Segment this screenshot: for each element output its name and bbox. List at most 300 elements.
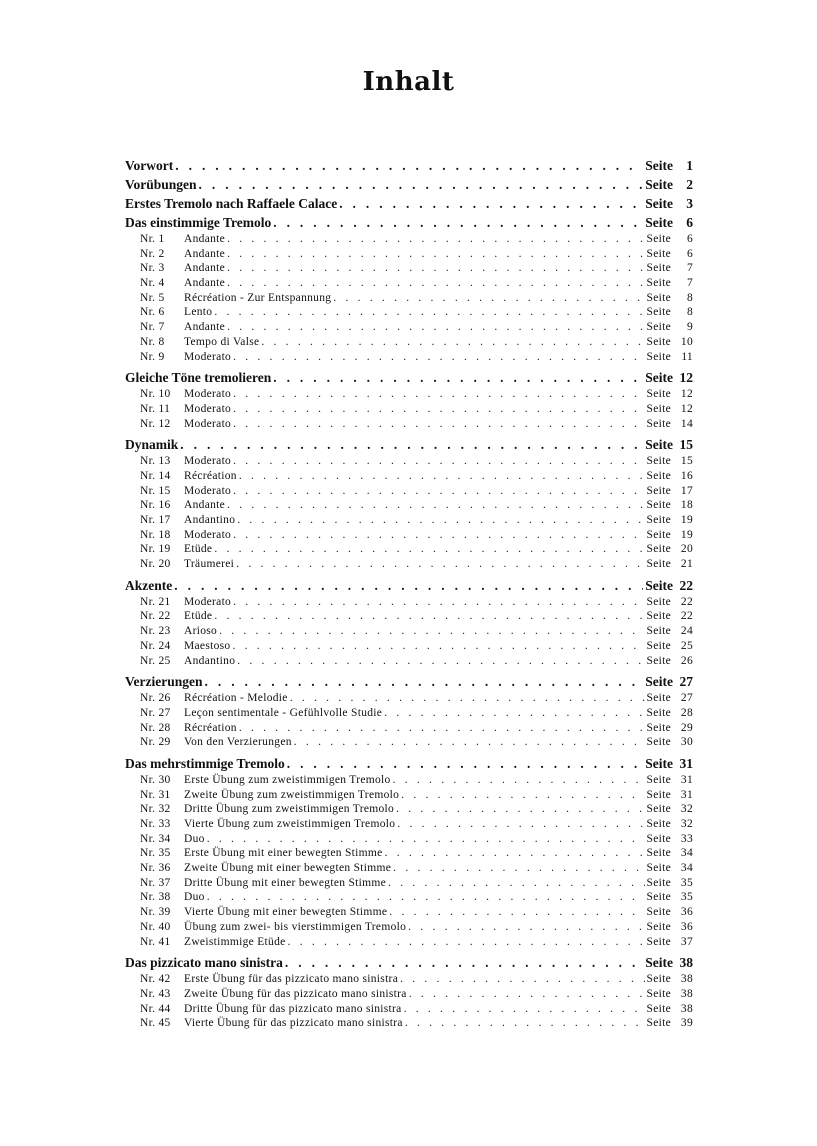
page-number: 12 (680, 402, 693, 415)
page-number: 22 (680, 595, 693, 608)
entry-title: Récréation - Zur Entspannung (184, 291, 332, 304)
toc-entry[interactable] (125, 557, 693, 572)
dot-leader (232, 639, 644, 654)
toc-entry[interactable] (125, 484, 693, 499)
entry-number: Nr. 18 (140, 528, 171, 541)
toc-entry[interactable] (125, 1002, 693, 1017)
entry-number: Nr. 4 (140, 277, 165, 290)
section-title: Verzierungen (125, 674, 203, 690)
entry-number: Nr. 34 (140, 832, 171, 845)
entry-number: Nr. 22 (140, 610, 171, 623)
dot-leader (404, 1002, 645, 1017)
toc-entry[interactable] (125, 335, 693, 350)
seite-label: Seite (646, 262, 671, 275)
seite-label: Seite (646, 233, 671, 245)
entry-title: Andante (184, 233, 226, 245)
entry-title: Moderato (184, 595, 232, 608)
page-number: 34 (680, 847, 693, 860)
seite-label: Seite (646, 920, 671, 933)
entry-number: Nr. 43 (140, 987, 171, 1000)
page-number: 8 (686, 306, 693, 319)
entry-number: Nr. 21 (140, 595, 171, 608)
dot-leader (261, 335, 644, 350)
page-number: 10 (680, 335, 693, 348)
section-title: Das mehrstimmige Tremolo (125, 755, 285, 771)
dot-leader (233, 387, 644, 402)
section-title: Das pizzicato mano sinistra (125, 955, 283, 971)
toc-entry[interactable] (125, 817, 693, 832)
entry-title: Récréation (184, 721, 237, 734)
entry-number: Nr. 12 (140, 417, 171, 430)
dot-leader (233, 595, 644, 610)
toc-entry[interactable] (125, 639, 693, 654)
seite-label: Seite (646, 625, 671, 638)
entry-number: Nr. 30 (140, 773, 171, 786)
dot-leader (393, 773, 645, 788)
section-title: Vorwort (125, 158, 174, 173)
entry-number: Nr. 27 (140, 706, 171, 719)
seite-label: Seite (645, 158, 673, 173)
toc-entry[interactable] (125, 832, 693, 847)
page-number: 29 (680, 721, 693, 734)
dot-leader (400, 972, 644, 987)
seite-label: Seite (646, 788, 671, 801)
entry-number: Nr. 35 (140, 847, 171, 860)
seite-label: Seite (645, 437, 673, 453)
entry-title: Andante (184, 321, 226, 334)
seite-label: Seite (646, 528, 671, 541)
page-number: 19 (680, 514, 693, 526)
page-number: 19 (680, 528, 693, 541)
seite-label: Seite (646, 832, 671, 845)
dot-leader (214, 609, 644, 624)
entry-title: Moderato (184, 484, 232, 497)
entry-number: Nr. 40 (140, 920, 171, 933)
toc-entry[interactable] (125, 846, 693, 861)
dot-leader (227, 247, 644, 262)
page-number: 31 (679, 755, 693, 771)
page-number: 35 (680, 876, 693, 889)
table-of-contents (125, 156, 693, 1031)
entry-number: Nr. 28 (140, 721, 171, 734)
dot-leader (339, 194, 643, 213)
dot-leader (214, 305, 644, 320)
entry-number: Nr. 17 (140, 514, 171, 526)
entry-number: Nr. 8 (140, 335, 165, 348)
entry-number: Nr. 39 (140, 906, 171, 919)
entry-title: Dritte Übung mit einer bewegten Stimme (184, 876, 387, 889)
toc-entry[interactable] (125, 935, 693, 950)
dot-leader (236, 557, 644, 572)
dot-leader (388, 876, 644, 891)
entry-number: Nr. 26 (140, 692, 171, 705)
seite-label: Seite (646, 706, 671, 719)
toc-entry[interactable] (125, 861, 693, 876)
toc-entry[interactable] (125, 247, 693, 262)
seite-label: Seite (646, 721, 671, 734)
entry-number: Nr. 6 (140, 306, 165, 319)
page-number: 35 (680, 891, 693, 904)
entry-number: Nr. 16 (140, 499, 171, 512)
dot-leader (389, 905, 644, 920)
entry-number: Nr. 19 (140, 543, 171, 556)
toc-entry[interactable] (125, 609, 693, 624)
entry-number: Nr. 5 (140, 291, 165, 304)
page-number: 16 (680, 469, 693, 482)
seite-label: Seite (645, 215, 673, 230)
page-number: 31 (680, 773, 693, 786)
dot-leader (237, 513, 644, 528)
page-number: 11 (681, 350, 693, 363)
dot-leader (233, 402, 644, 417)
page-number: 38 (679, 955, 693, 971)
entry-number: Nr. 23 (140, 625, 171, 638)
entry-title: Erste Übung für das pizzicato mano sinistra (184, 973, 399, 986)
seite-label: Seite (646, 1002, 671, 1015)
seite-label: Seite (646, 987, 671, 1000)
dot-leader (205, 672, 644, 691)
entry-title: Zweistimmige Etüde (184, 935, 286, 948)
page-number: 6 (686, 233, 693, 245)
entry-title: Träumerei (184, 558, 235, 571)
dot-leader (175, 156, 643, 175)
dot-leader (290, 691, 645, 706)
toc-section[interactable] (125, 754, 693, 773)
seite-label: Seite (646, 973, 671, 986)
entry-number: Nr. 25 (140, 654, 171, 667)
page-number: 38 (680, 973, 693, 986)
dot-leader (273, 213, 643, 232)
toc-entry[interactable] (125, 350, 693, 365)
dot-leader (409, 987, 645, 1002)
toc-entry[interactable] (125, 735, 693, 750)
dot-leader (285, 953, 643, 972)
toc-entry[interactable] (125, 498, 693, 513)
page-number: 6 (686, 215, 693, 230)
seite-label: Seite (646, 417, 671, 430)
entry-number: Nr. 45 (140, 1017, 171, 1030)
dot-leader (199, 175, 644, 194)
toc-section[interactable] (125, 156, 693, 175)
page-number: 31 (680, 788, 693, 801)
dot-leader (233, 350, 644, 365)
dot-leader (273, 368, 643, 387)
toc-entry[interactable] (125, 920, 693, 935)
entry-title: Dritte Übung zum zweistimmigen Tremolo (184, 803, 395, 816)
dot-leader (233, 454, 644, 469)
page-number: 38 (680, 987, 693, 1000)
entry-title: Andantino (184, 654, 236, 667)
seite-label: Seite (646, 484, 671, 497)
page-number: 18 (680, 499, 693, 512)
seite-label: Seite (646, 595, 671, 608)
section-title: Erstes Tremolo nach Raffaele Calace (125, 196, 338, 211)
page-number: 37 (680, 935, 693, 948)
seite-label: Seite (646, 499, 671, 512)
seite-label: Seite (646, 247, 671, 260)
toc-entry[interactable] (125, 706, 693, 721)
page-title: Inhalt (362, 67, 455, 98)
entry-title: Zweite Übung zum zweistimmigen Tremolo (184, 788, 400, 801)
entry-title: Arioso (184, 625, 218, 638)
entry-title: Moderato (184, 417, 232, 430)
dot-leader (227, 276, 644, 291)
entry-number: Nr. 7 (140, 321, 165, 334)
seite-label: Seite (646, 335, 671, 348)
entry-title: Maestoso (184, 639, 231, 652)
toc-entry[interactable] (125, 305, 693, 320)
page-number: 20 (680, 543, 693, 556)
entry-title: Moderato (184, 402, 232, 415)
seite-label: Seite (645, 370, 673, 386)
toc-entry[interactable] (125, 802, 693, 817)
toc-section[interactable] (125, 194, 693, 213)
dot-leader (385, 846, 645, 861)
entry-title: Andante (184, 247, 226, 260)
seite-label: Seite (646, 862, 671, 875)
entry-title: Duo (184, 891, 205, 904)
entry-title: Andante (184, 499, 226, 512)
entry-number: Nr. 42 (140, 973, 171, 986)
toc-section[interactable] (125, 175, 693, 194)
entry-title: Moderato (184, 388, 232, 401)
dot-leader (288, 935, 645, 950)
dot-leader (207, 890, 645, 905)
entry-number: Nr. 1 (140, 233, 165, 245)
entry-number: Nr. 15 (140, 484, 171, 497)
entry-number: Nr. 9 (140, 350, 165, 363)
toc-entry[interactable] (125, 513, 693, 528)
entry-title: Von den Verzierungen (184, 736, 292, 749)
toc-entry[interactable] (125, 417, 693, 432)
dot-leader (397, 817, 644, 832)
entry-number: Nr. 13 (140, 455, 171, 468)
dot-leader (227, 498, 644, 513)
toc-entry[interactable] (125, 595, 693, 610)
entry-title: Tempo di Valse (184, 335, 260, 348)
page-number: 24 (680, 625, 693, 638)
page-number: 12 (679, 370, 693, 386)
dot-leader (233, 484, 644, 499)
entry-number: Nr. 2 (140, 247, 165, 260)
page-number: 34 (680, 862, 693, 875)
entry-title: Zweite Übung mit einer bewegten Stimme (184, 862, 392, 875)
toc-entry[interactable] (125, 876, 693, 891)
entry-title: Erste Übung zum zweistimmigen Tremolo (184, 773, 391, 786)
toc-entry[interactable] (125, 788, 693, 803)
page-number: 27 (679, 674, 693, 690)
entry-number: Nr. 41 (140, 935, 171, 948)
page-number: 17 (680, 484, 693, 497)
entry-title: Andantino (184, 514, 236, 526)
entry-title: Zweite Übung für das pizzicato mano sinistra (184, 987, 407, 1000)
seite-label: Seite (645, 177, 673, 192)
seite-label: Seite (646, 818, 671, 830)
toc-entry[interactable] (125, 291, 693, 306)
dot-leader (180, 435, 643, 454)
page-number: 39 (680, 1017, 693, 1030)
dot-leader (405, 1016, 645, 1031)
dot-leader (174, 576, 643, 595)
section-title: Gleiche Töne tremolieren (125, 370, 272, 386)
entry-number: Nr. 38 (140, 891, 171, 904)
page-number: 36 (680, 920, 693, 933)
seite-label: Seite (646, 803, 671, 816)
page-number: 6 (686, 247, 693, 260)
entry-number: Nr. 29 (140, 736, 171, 749)
entry-number: Nr. 33 (140, 818, 171, 830)
page-number: 36 (680, 906, 693, 919)
entry-number: Nr. 3 (140, 262, 165, 275)
page-number: 7 (686, 262, 693, 275)
toc-entry[interactable] (125, 773, 693, 788)
toc-section[interactable] (125, 576, 693, 595)
page-number: 38 (680, 1002, 693, 1015)
toc-entry[interactable] (125, 261, 693, 276)
seite-label: Seite (646, 277, 671, 290)
entry-title: Erste Übung mit einer bewegten Stimme (184, 847, 383, 860)
seite-label: Seite (646, 321, 671, 334)
dot-leader (227, 261, 644, 276)
page-number: 22 (679, 577, 693, 593)
seite-label: Seite (646, 514, 671, 526)
toc-entry[interactable] (125, 890, 693, 905)
toc-entry[interactable] (125, 1016, 693, 1031)
toc-section[interactable] (125, 213, 693, 232)
dot-leader (384, 706, 644, 721)
page-number: 12 (680, 388, 693, 401)
seite-label: Seite (646, 906, 671, 919)
entry-number: Nr. 20 (140, 558, 171, 571)
toc-entry[interactable] (125, 691, 693, 706)
page-number: 28 (680, 706, 693, 719)
dot-leader (227, 320, 644, 335)
seite-label: Seite (645, 755, 673, 771)
toc-entry[interactable] (125, 402, 693, 417)
dot-leader (294, 735, 645, 750)
toc-section[interactable] (125, 672, 693, 691)
dot-leader (287, 754, 644, 773)
toc-entry[interactable] (125, 276, 693, 291)
section-title: Vorübungen (125, 177, 197, 192)
entry-title: Etüde (184, 610, 213, 623)
toc-entry[interactable] (125, 905, 693, 920)
seite-label: Seite (646, 469, 671, 482)
seite-label: Seite (646, 1017, 671, 1030)
dot-leader (207, 832, 645, 847)
seite-label: Seite (646, 610, 671, 623)
dot-leader (227, 232, 644, 247)
section-title: Dynamik (125, 437, 179, 453)
page-number: 14 (680, 417, 693, 430)
seite-label: Seite (645, 674, 673, 690)
entry-title: Duo (184, 832, 205, 845)
entry-title: Dritte Übung für das pizzicato mano sinistra (184, 1002, 402, 1015)
entry-title: Etüde (184, 543, 213, 556)
page-number: 9 (686, 321, 693, 334)
entry-number: Nr. 11 (140, 402, 171, 415)
entry-title: Récréation - Melodie (184, 692, 288, 705)
page-number: 30 (680, 736, 693, 749)
entry-number: Nr. 37 (140, 876, 171, 889)
entry-number: Nr. 10 (140, 388, 171, 401)
dot-leader (233, 417, 644, 432)
entry-number: Nr. 44 (140, 1002, 171, 1015)
entry-title: Moderato (184, 528, 232, 541)
dot-leader (408, 920, 644, 935)
entry-title: Récréation (184, 469, 237, 482)
seite-label: Seite (646, 388, 671, 401)
toc-section[interactable] (125, 368, 693, 387)
page-number: 7 (686, 277, 693, 290)
seite-label: Seite (646, 736, 671, 749)
page-number: 15 (679, 437, 693, 453)
entry-title: Übung zum zwei- bis vierstimmigen Tremolo (184, 920, 407, 933)
entry-number: Nr. 32 (140, 803, 171, 816)
seite-label: Seite (646, 654, 671, 667)
seite-label: Seite (645, 577, 673, 593)
seite-label: Seite (646, 543, 671, 556)
entry-title: Lento (184, 306, 213, 319)
dot-leader (237, 654, 644, 669)
toc-entry[interactable] (125, 387, 693, 402)
entry-title: Andante (184, 262, 226, 275)
seite-label: Seite (646, 306, 671, 319)
toc-entry[interactable] (125, 987, 693, 1002)
toc-entry[interactable] (125, 721, 693, 736)
entry-number: Nr. 14 (140, 469, 171, 482)
dot-leader (333, 291, 644, 306)
page-number: 21 (680, 558, 693, 571)
page-number: 3 (686, 196, 693, 211)
page-number: 22 (680, 610, 693, 623)
toc-entry[interactable] (125, 320, 693, 335)
toc-entry[interactable] (125, 469, 693, 484)
entry-title: Vierte Übung zum zweistimmigen Tremolo (184, 818, 396, 830)
toc-entry[interactable] (125, 624, 693, 639)
section-title: Akzente (125, 577, 173, 593)
section-title: Das einstimmige Tremolo (125, 215, 272, 230)
toc-entry[interactable] (125, 528, 693, 543)
toc-section[interactable] (125, 953, 693, 972)
toc-entry[interactable] (125, 972, 693, 987)
page-number: 8 (686, 291, 693, 304)
entry-title: Vierte Übung für das pizzicato mano sinistra (184, 1017, 403, 1030)
entry-number: Nr. 36 (140, 862, 171, 875)
dot-leader (214, 542, 644, 557)
toc-section[interactable] (125, 435, 693, 454)
seite-label: Seite (646, 350, 671, 363)
entry-number: Nr. 31 (140, 788, 171, 801)
toc-entry[interactable] (125, 654, 693, 669)
page-number: 1 (686, 158, 693, 173)
seite-label: Seite (646, 639, 671, 652)
dot-leader (239, 469, 645, 484)
seite-label: Seite (646, 402, 671, 415)
toc-entry[interactable] (125, 454, 693, 469)
entry-title: Vierte Übung mit einer bewegten Stimme (184, 906, 388, 919)
seite-label: Seite (645, 955, 673, 971)
toc-entry[interactable] (125, 232, 693, 247)
seite-label: Seite (646, 773, 671, 786)
entry-title: Moderato (184, 455, 232, 468)
seite-label: Seite (646, 291, 671, 304)
dot-leader (393, 861, 644, 876)
page-number: 15 (680, 455, 693, 468)
entry-title: Andante (184, 277, 226, 290)
seite-label: Seite (646, 558, 671, 571)
toc-entry[interactable] (125, 542, 693, 557)
